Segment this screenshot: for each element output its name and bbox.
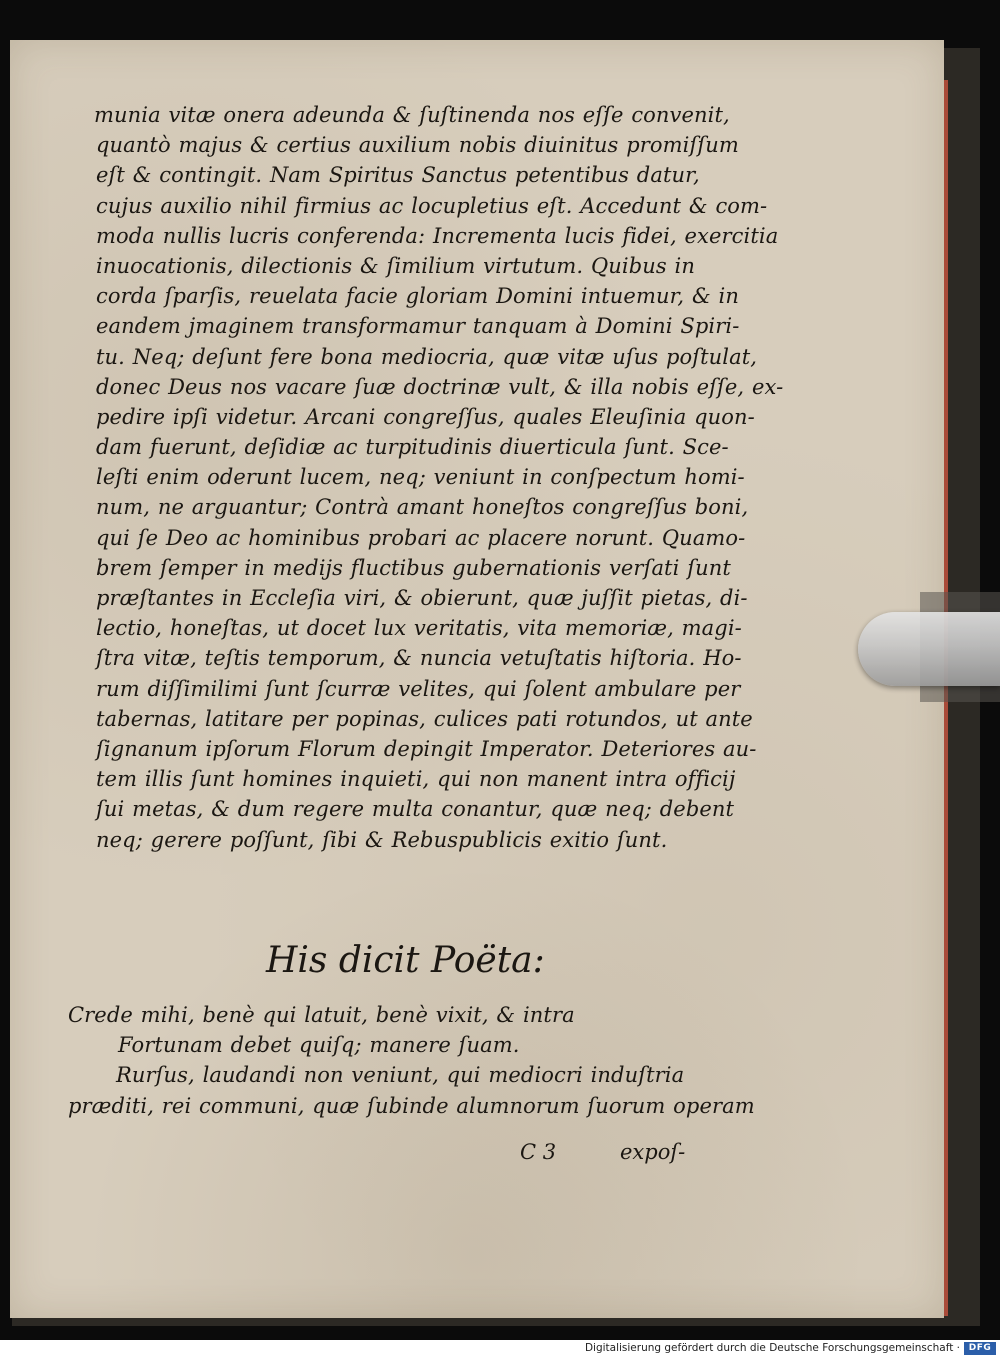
text-line: corda ſparſis, reuelata facie gloriam Domini intuemur, & in [96, 284, 739, 309]
credit-text: Digitalisierung gefördert durch die Deutsche Forschungsgemeinschaft · [584, 1342, 960, 1354]
text-line: eandem jmaginem transformamur tanquam à Domini Spiri- [96, 314, 740, 339]
text-line: ſtra vitæ, teſtis temporum, & nuncia vetuſtatis hiſtoria. Ho- [96, 646, 742, 671]
text-line: leſti enim oderunt lucem, neq; veniunt in conſpectum homi- [96, 465, 745, 490]
text-line: tem illis ſunt homines inquieti, qui non manent intra officij [96, 767, 736, 792]
text-line: ſui metas, & dum regere multa conantur, quæ neq; debent [96, 797, 735, 822]
verse-line: Fortunam debet quiſq; manere ſuam. [118, 1033, 520, 1058]
page-clip [858, 612, 1000, 686]
text-line: moda nullis lucris conferenda: Incrementa lucis fidei, exercitia [96, 223, 779, 248]
text-line: tu. Neq; deſunt fere bona mediocria, quæ vitæ uſus poſtulat, [96, 344, 758, 369]
text-line: rum diſſimilimi ſunt ſcurræ velites, qui ſolent ambulare per [96, 676, 741, 701]
text-line: tabernas, latitare per popinas, culices pati rotundos, ut ante [96, 706, 753, 731]
text-line: pedire ipſi videtur. Arcani congreſſus, quales Eleuſinia quon- [96, 404, 755, 429]
credit-bar [0, 1340, 1000, 1357]
text-line: præditi, rei communi, quæ ſubinde alumnorum ſuorum operam [68, 1093, 755, 1118]
text-line: donec Deus nos vacare ſuæ doctrinæ vult, & illa nobis eſſe, ex- [96, 374, 784, 399]
text-line: inuocationis, dilectionis & ſimilium virtutum. Quibus in [96, 253, 695, 278]
text-line: eſt & contingit. Nam Spiritus Sanctus petentibus datur, [96, 163, 700, 188]
text-line: qui ſe Deo ac hominibus probari ac placere norunt. Quamo- [96, 525, 746, 550]
text-line: munia vitæ onera adeunda & ſuſtinenda nos eſſe convenit, [94, 103, 730, 127]
text-line: dam fuerunt, deſidiæ ac turpitudinis diuerticula ſunt. Sce- [96, 435, 729, 460]
signature-mark: C 3 [520, 1140, 557, 1164]
catchword: expoſ- [620, 1140, 686, 1164]
text-line: ſignanum ipſorum Florum depingit Imperator. Deteriores au- [96, 736, 757, 761]
verse-block [68, 1000, 768, 1121]
text-line: neq; gerere poſſunt, ſibi & Rebuspublicis exitio ſunt. [96, 827, 668, 852]
body-text [64, 100, 784, 855]
dfg-logo-icon: DFG [964, 1342, 996, 1355]
page-footer [520, 1140, 685, 1164]
text-line: brem ſemper in medijs fluctibus gubernationis verſati ſunt [96, 555, 731, 580]
verse-line: Crede mihi, benè qui latuit, benè vixit, & intra [68, 1003, 575, 1027]
text-line: quantò majus & certius auxilium nobis diuinitus promiſſum [96, 133, 739, 158]
text-line: lectio, honeſtas, ut docet lux veritatis, vita memoriæ, magi- [96, 616, 742, 641]
text-line: num, ne arguantur; Contrà amant honeſtos congreſſus boni, [96, 495, 749, 520]
text-line: præſtantes in Eccleſia viri, & obierunt, quæ juſſit pietas, di- [96, 586, 748, 610]
text-line: cujus auxilio nihil firmius ac locupletius eſt. Accedunt & com- [96, 193, 768, 218]
section-heading: His dicit Poëta: [266, 940, 545, 981]
text-line: Rurſus, laudandi non veniunt, qui mediocri induſtria [116, 1063, 685, 1088]
